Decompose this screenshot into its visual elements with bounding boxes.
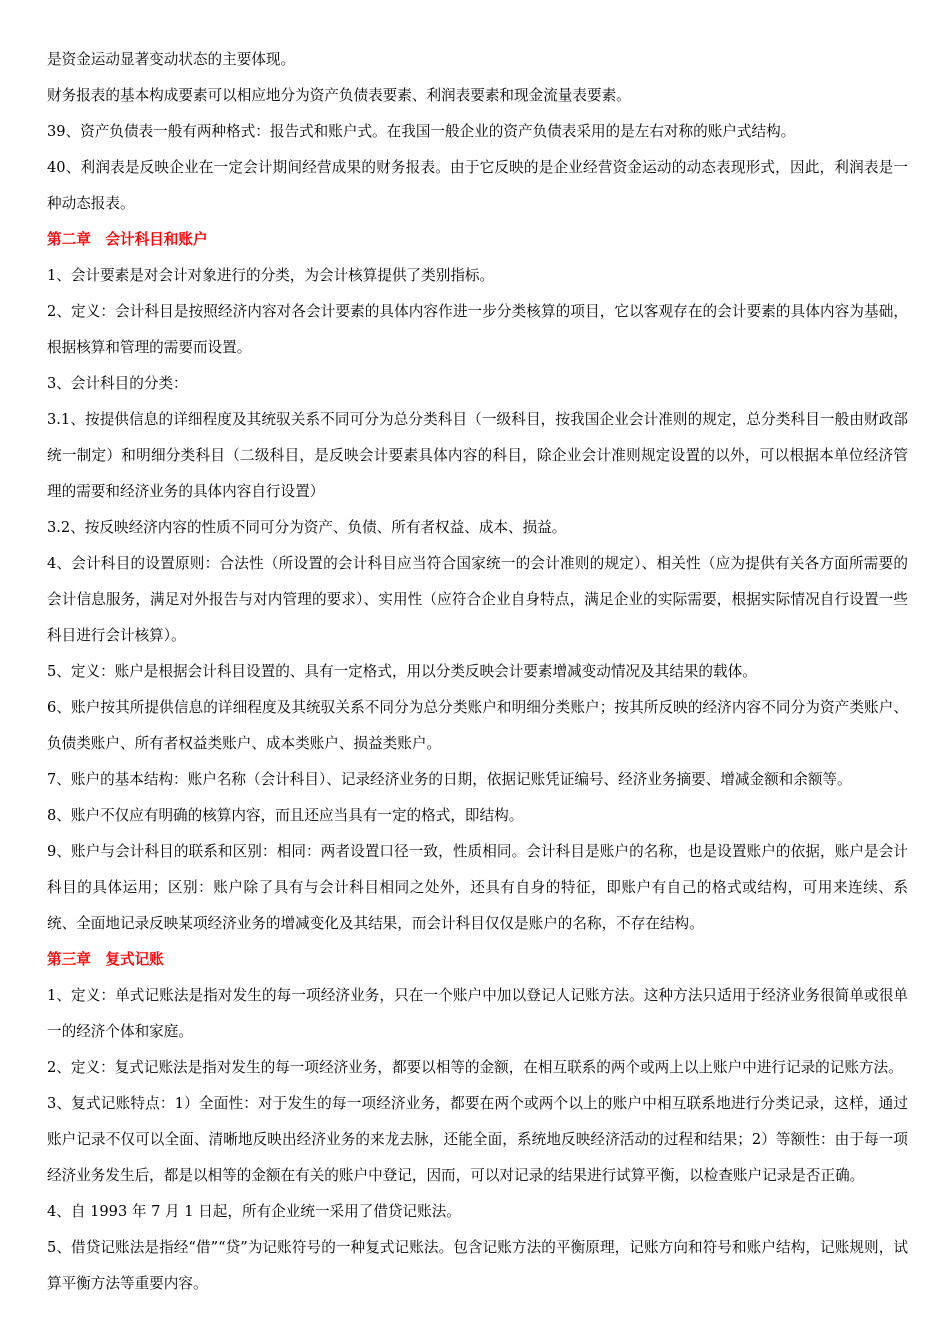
paragraph: 5、借贷记账法是指经“借”“贷”为记账符号的一种复式记账法。包含记账方法的平衡原理，记账方向和符号和账户结构，记账规则，试算平衡方法等重要内容。 [47,1239,908,1292]
paragraph: 3、会计科目的分类： [47,375,188,392]
chapter-heading: 第三章 复式记账 [47,951,164,968]
chapter-heading: 第二章 会计科目和账户 [47,231,208,248]
paragraph: 2、定义：会计科目是按照经济内容对各会计要素的具体内容作进一步分类核算的项目，它以客观存在的会计要素的具体内容为基础，根据核算和管理的需要而设置。 [47,303,908,356]
paragraph: 是资金运动显著变动状态的主要体现。 [47,51,296,68]
paragraph: 3.1、按提供信息的详细程度及其统驭关系不同可分为总分类科目（一级科目，按我国企业会计准则的规定，总分类科目一般由财政部统一制定）和明细分类科目（二级科目，是反映会计要素具体内容的科目，除企业会计准则规定设置的以外，可以根据本单位经济管理的需要和经济业务的具体内容自行设置） [47,411,908,500]
paragraph: 1、定义：单式记账法是指对发生的每一项经济业务，只在一个账户中加以登记人记账方法。这种方法只适用于经济业务很简单或很单一的经济个体和家庭。 [47,987,908,1040]
paragraph: 6、账户按其所提供信息的详细程度及其统驭关系不同分为总分类账户和明细分类账户；按其所反映的经济内容不同分为资产类账户、负债类账户、所有者权益类账户、成本类账户、损益类账户。 [47,699,908,752]
paragraph: 3、复式记账特点：1）全面性：对于发生的每一项经济业务，都要在两个或两个以上的账户中相互联系地进行分类记录，这样，通过账户记录不仅可以全面、清晰地反映出经济业务的来龙去脉，还能全面，系统地反映经济活动的过程和结果；2）等额性：由于每一项经济业务发生后，都是以相等的金额在有关的账户中登记，因而，可以对记录的结果进行试算平衡，以检查账户记录是否正确。 [47,1095,908,1184]
paragraph: 8、账户不仅应有明确的核算内容，而且还应当具有一定的格式，即结构。 [47,807,524,824]
paragraph: 1、会计要素是对会计对象进行的分类，为会计核算提供了类别指标。 [47,267,495,284]
paragraph: 财务报表的基本构成要素可以相应地分为资产负债表要素、利润表要素和现金流量表要素。 [47,87,631,104]
paragraph: 3.2、按反映经济内容的性质不同可分为资产、负债、所有者权益、成本、损益。 [47,519,567,536]
paragraph: 4、会计科目的设置原则：合法性（所设置的会计科目应当符合国家统一的会计准则的规定）、相关性（应为提供有关各方面所需要的会计信息服务，满足对外报告与对内管理的要求）、实用性（应符合企业自身特点，满足企业的实际需要，根据实际情况自行设置一些科目进行会计核算）。 [47,555,908,644]
paragraph: 2、定义：复式记账法是指对发生的每一项经济业务，都要以相等的金额，在相互联系的两个或两上以上账户中进行记录的记账方法。 [47,1059,903,1076]
paragraph: 39、资产负债表一般有两种格式：报告式和账户式。在我国一般企业的资产负债表采用的是左右对称的账户式结构。 [47,123,796,140]
paragraph: 4、自 1993 年 7 月 1 日起，所有企业统一采用了借贷记账法。 [47,1203,461,1220]
paragraph: 40、利润表是反映企业在一定会计期间经营成果的财务报表。由于它反映的是企业经营资金运动的动态表现形式，因此，利润表是一种动态报表。 [47,159,908,212]
paragraph: 7、账户的基本结构：账户名称（会计科目）、记录经济业务的日期，依据记账凭证编号、经济业务摘要、增减金额和余额等。 [47,771,852,788]
paragraph: 5、定义：账户是根据会计科目设置的、具有一定格式，用以分类反映会计要素增减变动情况及其结果的载体。 [47,663,757,680]
paragraph: 9、账户与会计科目的联系和区别：相同：两者设置口径一致，性质相同。会计科目是账户的名称，也是设置账户的依据，账户是会计科目的具体运用；区别：账户除了具有与会计科目相同之处外，还具有自身的特征，即账户有自己的格式或结构，可用来连续、系统、全面地记录反映某项经济业务的增减变化及其结果，而会计科目仅仅是账户的名称，不存在结构。 [47,843,908,932]
